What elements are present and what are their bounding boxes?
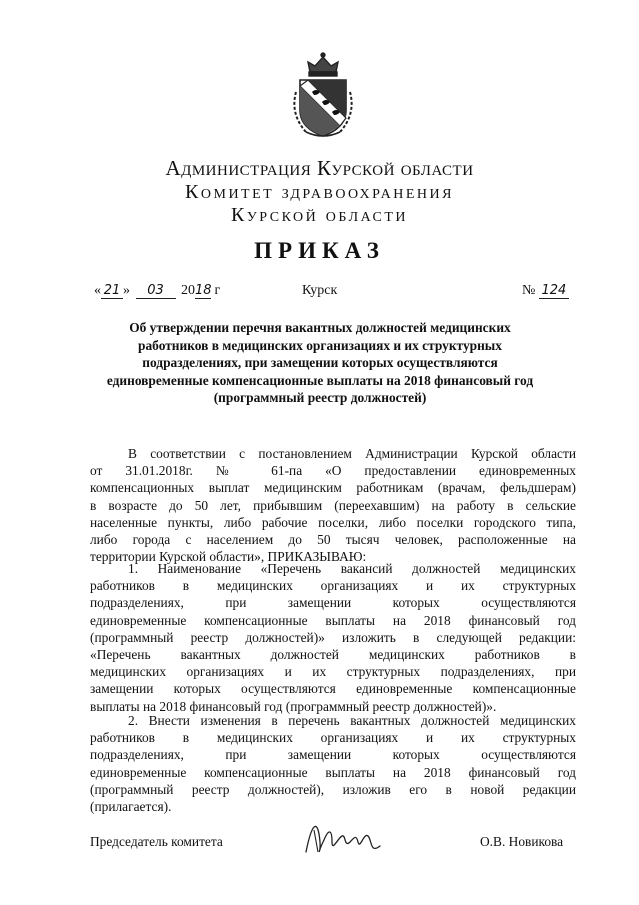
text-line: территории Курской области», ПРИКАЗЫВАЮ: bbox=[90, 549, 367, 565]
paragraph-item-2 bbox=[90, 712, 576, 815]
heading-line: единовременные компенсационные выплаты на 2018 финансовый год bbox=[106, 372, 534, 388]
text-line: В соответствии с постановлением Администрации Курской области bbox=[128, 446, 576, 461]
heading-line: Об утверждении перечня вакантных должностей медицинских bbox=[129, 320, 511, 335]
org-name-line-3: Курской области bbox=[231, 204, 408, 226]
number-label: № bbox=[522, 283, 536, 298]
text-line: работников в медицинских организациях и их структурных bbox=[90, 730, 576, 746]
order-date bbox=[94, 283, 220, 299]
number-value: 124 bbox=[539, 284, 569, 299]
text-line: подразделениях, при замещении которых осуществляются bbox=[90, 595, 576, 611]
kursk-coat-of-arms-icon bbox=[288, 52, 358, 138]
date-open-quote: « bbox=[94, 283, 101, 298]
date-year-prefix: 20 bbox=[181, 283, 195, 298]
order-heading bbox=[80, 319, 560, 407]
date-year-abbrev: г bbox=[214, 283, 221, 298]
signatory-role: Председатель комитета bbox=[90, 834, 223, 849]
date-month: 03 bbox=[136, 284, 176, 299]
heading-line: работников в медицинских организациях и их структурных bbox=[138, 337, 502, 353]
text-line: единовременные компенсационные выплаты на 2018 финансовый год bbox=[90, 764, 576, 780]
paragraph-item-1 bbox=[90, 560, 576, 715]
text-line: (программный реестр должностей), изложив его в новой редакции bbox=[90, 781, 576, 797]
text-line: либо города с населением до 50 тысяч человек, расположенные на bbox=[90, 532, 576, 548]
heading-line: подразделениях, при замещении которых осуществляются bbox=[142, 355, 498, 370]
text-line: (прилагается). bbox=[90, 799, 172, 815]
order-number bbox=[522, 283, 569, 299]
text-line: от 31.01.2018г. № 61-па «О предоставлении единовременных bbox=[90, 463, 576, 479]
text-line: подразделениях, при замещении которых осуществляются bbox=[90, 747, 576, 763]
signatory-name: О.В. Новикова bbox=[480, 834, 564, 849]
text-line: (программный реестр должностей)» изложить в следующей редакции: bbox=[90, 629, 576, 645]
order-city: Курск bbox=[302, 283, 338, 298]
document-title: ПРИКАЗ bbox=[254, 238, 385, 263]
paragraph-preamble bbox=[90, 445, 576, 565]
org-name-line-1: Администрация Курской области bbox=[165, 156, 474, 180]
text-line: 1. Наименование «Перечень вакансий должностей медицинских bbox=[128, 561, 576, 576]
text-line: выплаты на 2018 финансовый год (программный реестр должностей)». bbox=[90, 698, 497, 714]
org-name-line-2: Комитет здравоохранения bbox=[185, 181, 454, 203]
handwritten-signature bbox=[298, 812, 388, 862]
heading-line: (программный реестр должностей) bbox=[213, 390, 427, 405]
text-line: компенсационных выплат медицинским работникам (врачам, фельдшерам) bbox=[90, 480, 576, 496]
text-line: медицинских организациях и их структурных подразделениях, при bbox=[90, 664, 576, 680]
text-line: 2. Внести изменения в перечень вакантных должностей медицинских bbox=[128, 713, 576, 728]
text-line: работников в медицинских организациях и их структурных bbox=[90, 578, 576, 594]
text-line: единовременные компенсационные выплаты на 2018 финансовый год bbox=[90, 612, 576, 628]
text-line: населенные пункты, либо рабочие поселки, либо поселки городского типа, bbox=[90, 514, 576, 530]
date-day: 21 bbox=[101, 284, 123, 299]
text-line: замещении которых осуществляются единовременные компенсационные bbox=[90, 681, 576, 697]
date-close-quote: » bbox=[123, 283, 130, 298]
date-year-suffix: 18 bbox=[195, 283, 212, 298]
text-line: «Перечень вакантных должностей медицинских работников в bbox=[90, 647, 576, 663]
text-line: в возрасте до 50 лет, прибывшим (переехавшим) на работу в сельские bbox=[90, 497, 576, 513]
